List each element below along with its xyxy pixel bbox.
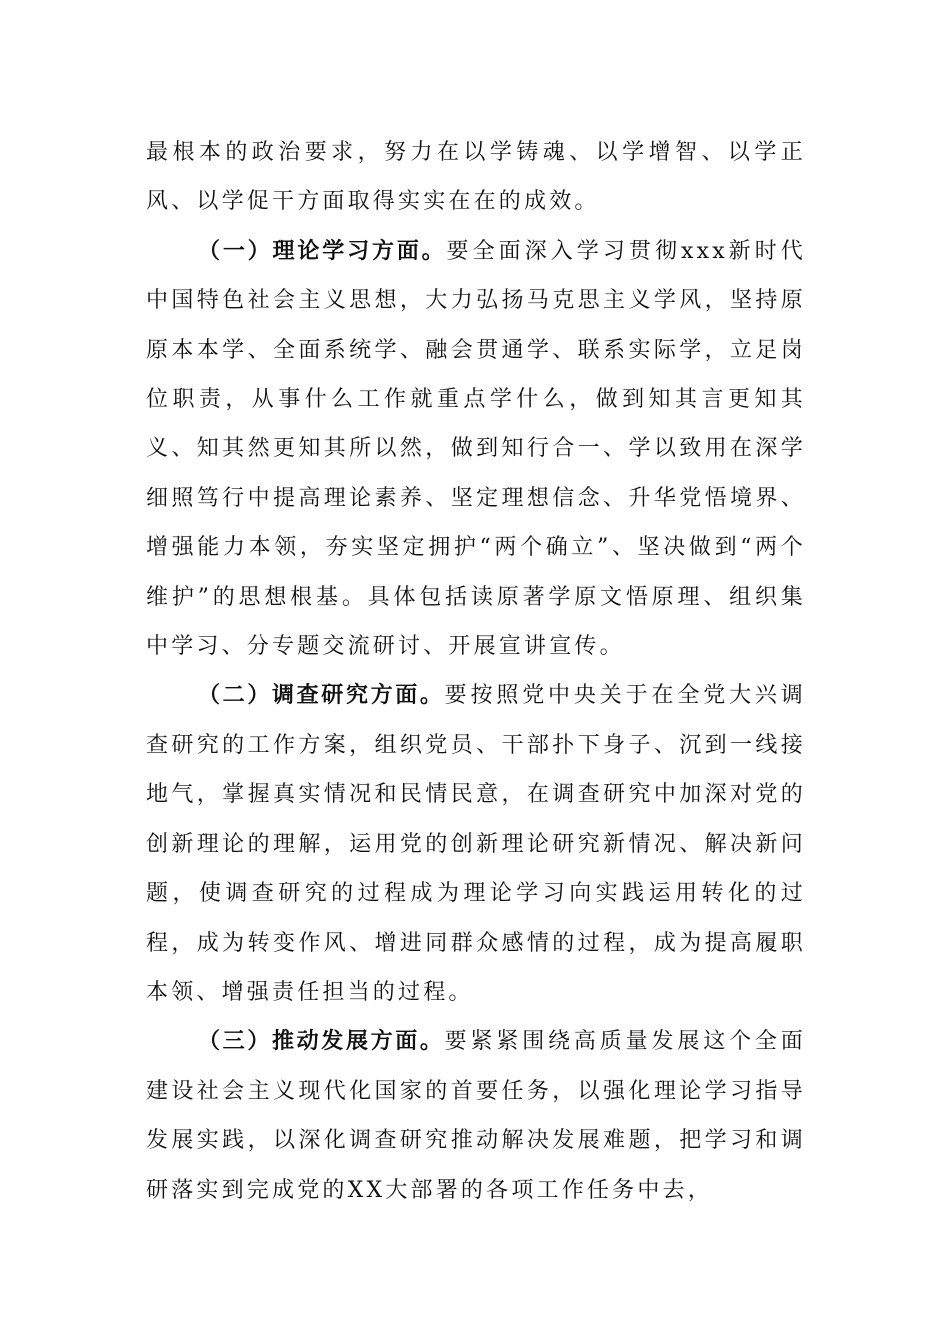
paragraph-theory-study [146,227,806,672]
paragraph-continuation [146,128,806,227]
paragraph-investigation-research [146,671,806,1017]
paragraph-text: 最根本的政治要求，努力在以学铸魂、以学增智、以学正风、以学促干方面取得实实在在的成效。 [146,140,806,215]
section-heading-investigation-research: （二）调查研究方面。 [198,682,445,709]
section-heading-theory-study: （一）理论学习方面。 [198,237,447,264]
paragraph-text: 要全面深入学习贯彻xxx新时代中国特色社会主义思想，大力弘扬马克思主义学风，坚持原原本本学、全面系统学、融会贯通学、联系实际学，立足岗位职责，从事什么工作就重点学什么，做到知其言更知其义、知其然更知其所以然，做到知行合一、学以致用在深学细照笃行中提高理论素养、坚定理想信念、升华党悟境界、增强能力本领，夯实坚定拥护“两个确立”、坚决做到“两个维护”的思想根基。具体包括读原著学原文悟原理、组织集中学习、分专题交流研讨、开展宣讲宣传。 [146,238,806,660]
paragraph-text: 要紧紧围绕高质量发展这个全面建设社会主义现代化国家的首要任务，以强化理论学习指导发展实践，以深化调查研究推动解决发展难题，把学习和调研落实到完成党的XX大部署的各项工作任务中去， [146,1029,806,1203]
paragraph-promote-development [146,1017,806,1215]
paragraph-text: 要按照党中央关于在全党大兴调查研究的工作方案，组织党员、干部扑下身子、沉到一线接地气，掌握真实情况和民情民意，在调查研究中加深对党的创新理论的理解，运用党的创新理论研究新情况、解决新问题，使调查研究的过程成为理论学习向实践运用转化的过程，成为转变作风、增进同群众感情的过程，成为提高履职本领、增强责任担当的过程。 [146,683,806,1005]
document-body [146,128,806,1215]
section-heading-promote-development: （三）推动发展方面。 [198,1028,445,1055]
